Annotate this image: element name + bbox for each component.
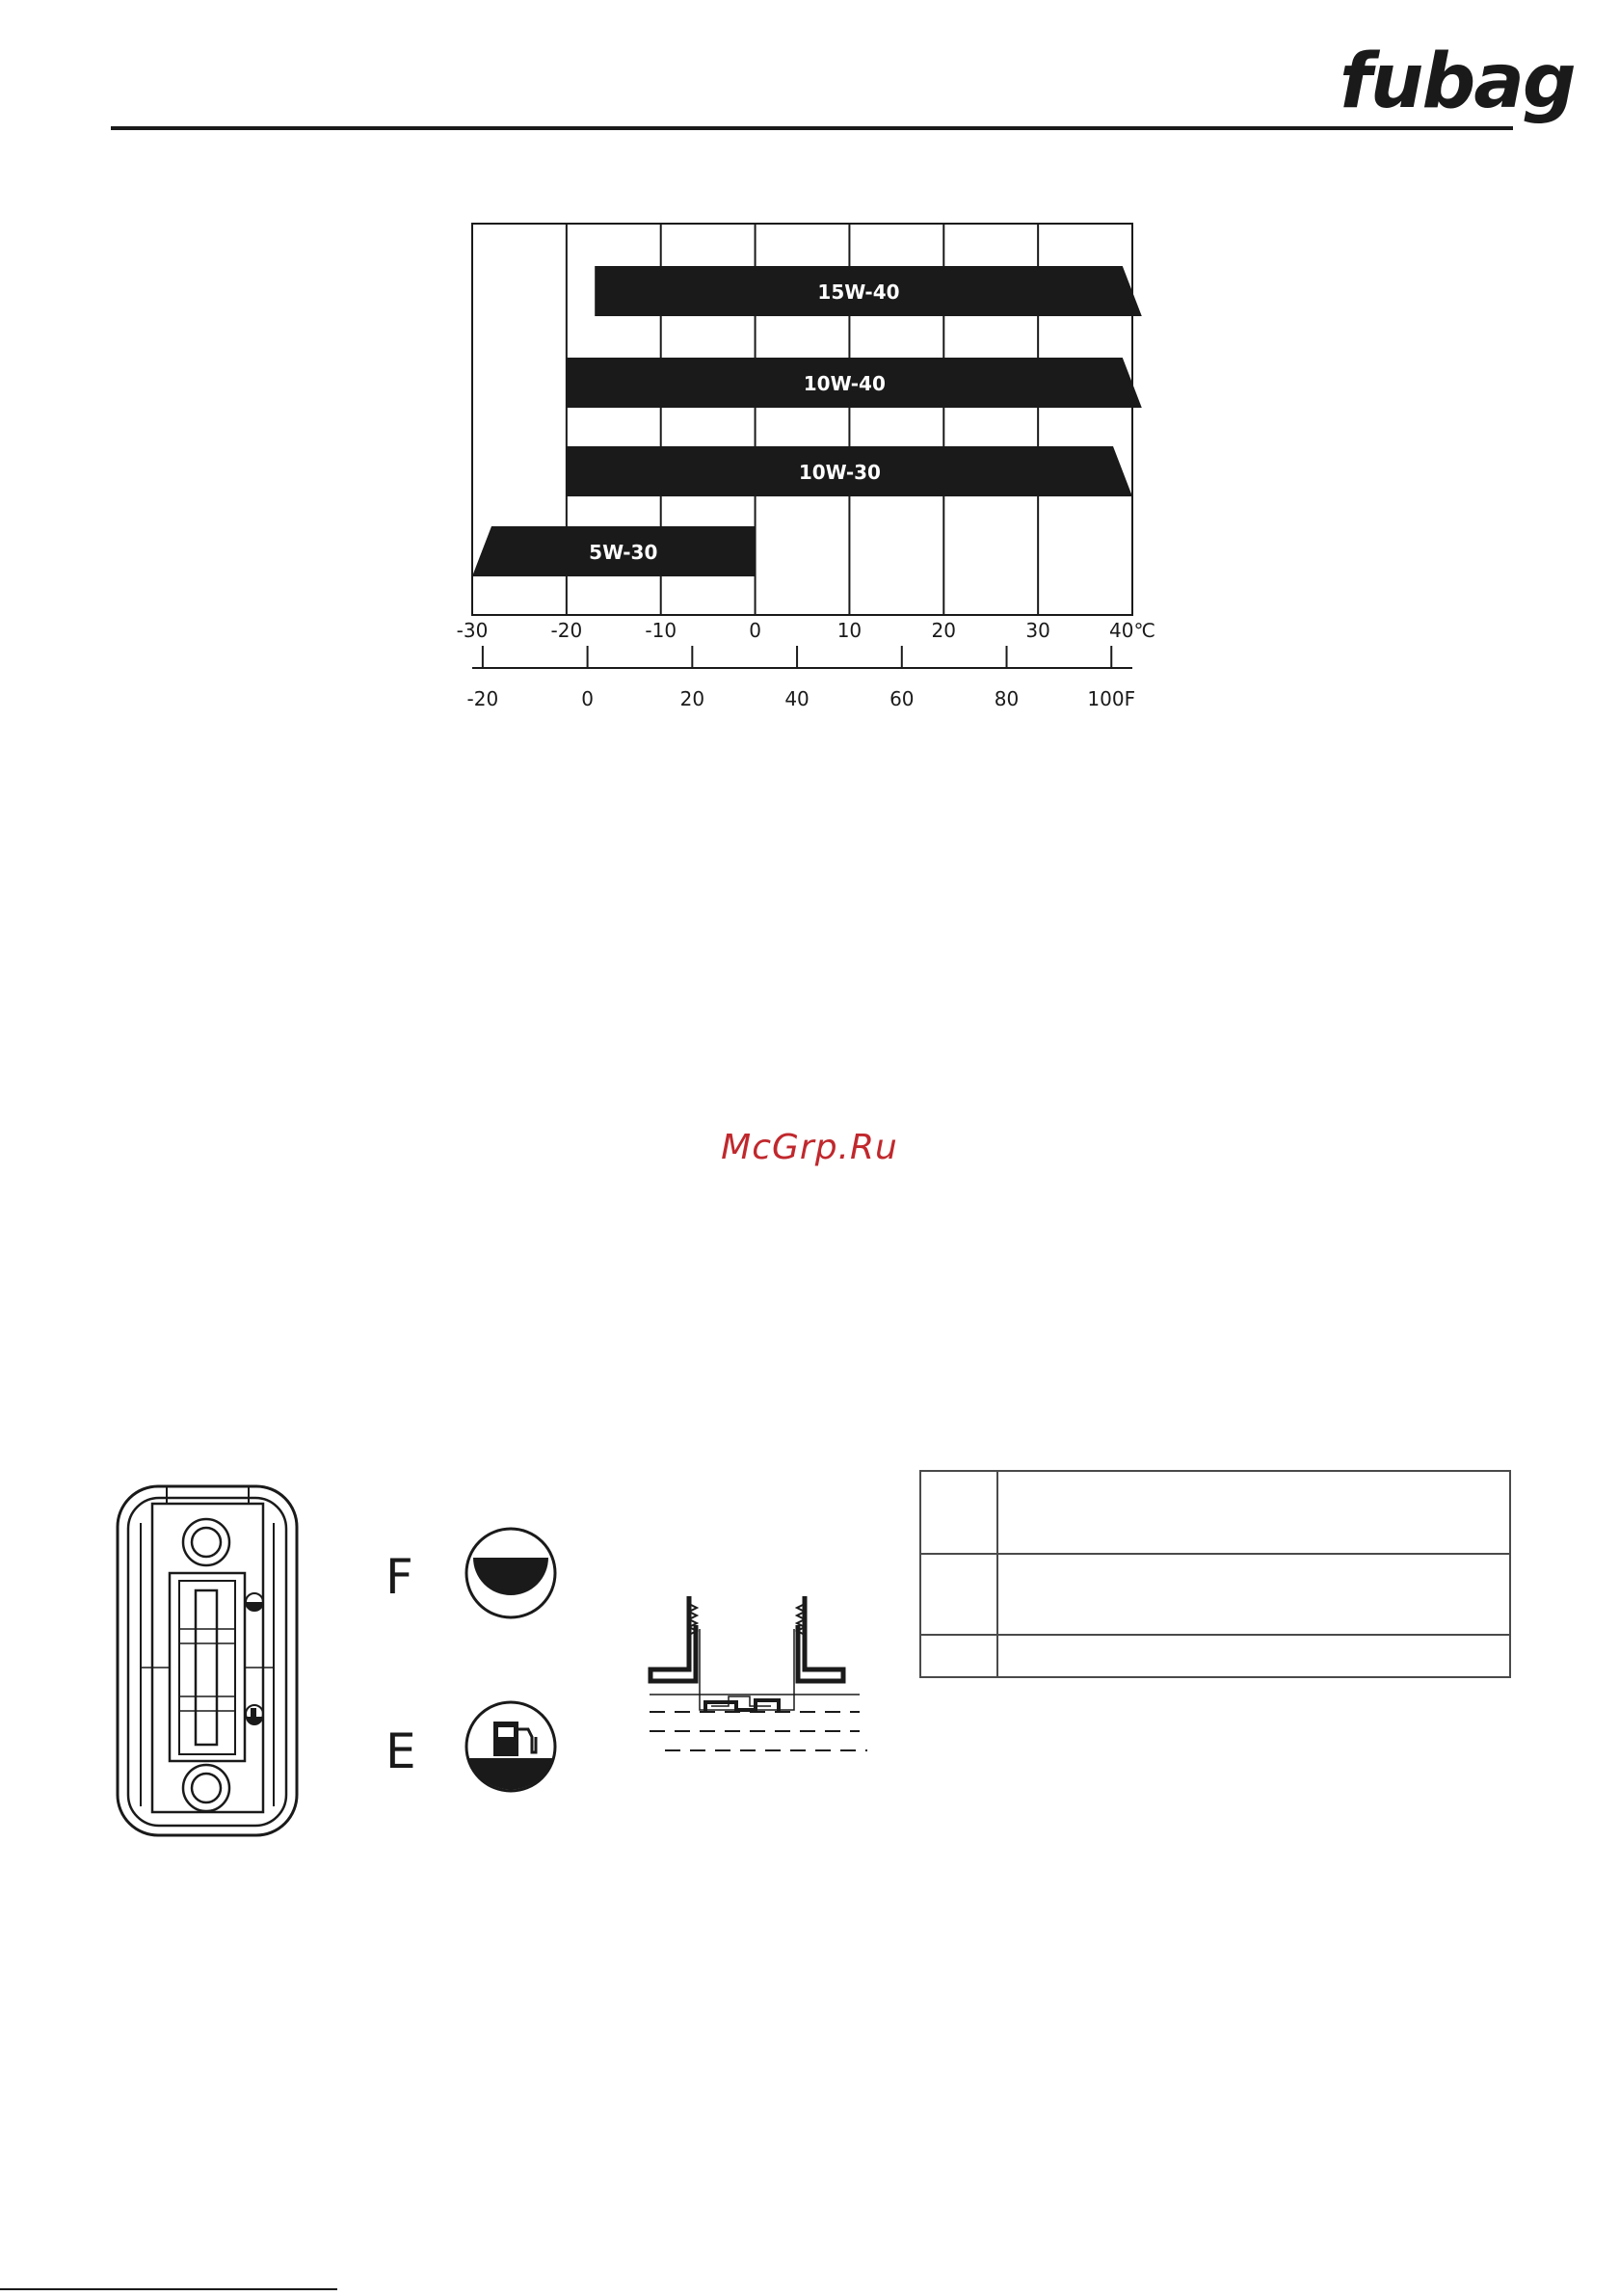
oil-filler-diagram — [636, 1581, 867, 1774]
header-rule — [111, 126, 1513, 130]
table-cell — [997, 1471, 1510, 1554]
tick-label-fahrenheit: 100F — [1087, 687, 1136, 710]
table-row — [920, 1635, 1510, 1677]
tick-label-fahrenheit: 40 — [784, 687, 810, 710]
spec-table — [919, 1470, 1511, 1678]
full-level-label: F — [385, 1549, 413, 1605]
band-label: 10W-30 — [798, 461, 881, 484]
brand-logo: fubag — [1340, 39, 1575, 125]
tick-label-celsius: -30 — [456, 619, 489, 642]
table-cell — [920, 1635, 997, 1677]
tick-label-fahrenheit: 20 — [679, 687, 705, 710]
oil-viscosity-chart — [443, 207, 1176, 728]
table-cell — [920, 1554, 997, 1635]
band-label: 10W-40 — [803, 372, 886, 395]
empty-level-label: E — [385, 1723, 416, 1779]
band-label: 5W-30 — [589, 541, 658, 564]
table-row — [920, 1554, 1510, 1635]
full-tank-icon — [463, 1525, 559, 1621]
tick-label-celsius: 30 — [1025, 619, 1050, 642]
table-cell — [997, 1554, 1510, 1635]
band-label: 15W-40 — [817, 280, 900, 304]
fuel-gauge-illustration — [114, 1465, 302, 1841]
table-cell — [997, 1635, 1510, 1677]
tick-label-celsius: 20 — [931, 619, 957, 642]
table-row — [920, 1471, 1510, 1554]
tick-label-celsius: 10 — [836, 619, 863, 642]
footer-rule — [0, 2288, 337, 2290]
tick-label-fahrenheit: 80 — [994, 687, 1020, 710]
tick-label-fahrenheit: 60 — [889, 687, 915, 710]
tick-label-celsius: -20 — [550, 619, 583, 642]
table-cell — [920, 1471, 997, 1554]
chart-svg — [443, 207, 1176, 728]
tick-label-celsius: 0 — [749, 619, 761, 642]
tick-label-celsius: -10 — [645, 619, 677, 642]
tick-label-celsius: 40℃ — [1109, 619, 1155, 642]
tick-label-fahrenheit: -20 — [466, 687, 499, 710]
watermark-text: McGrp.Ru — [721, 1128, 898, 1167]
empty-tank-fuel-pump-icon — [463, 1698, 559, 1795]
tick-label-fahrenheit: 0 — [581, 687, 594, 710]
